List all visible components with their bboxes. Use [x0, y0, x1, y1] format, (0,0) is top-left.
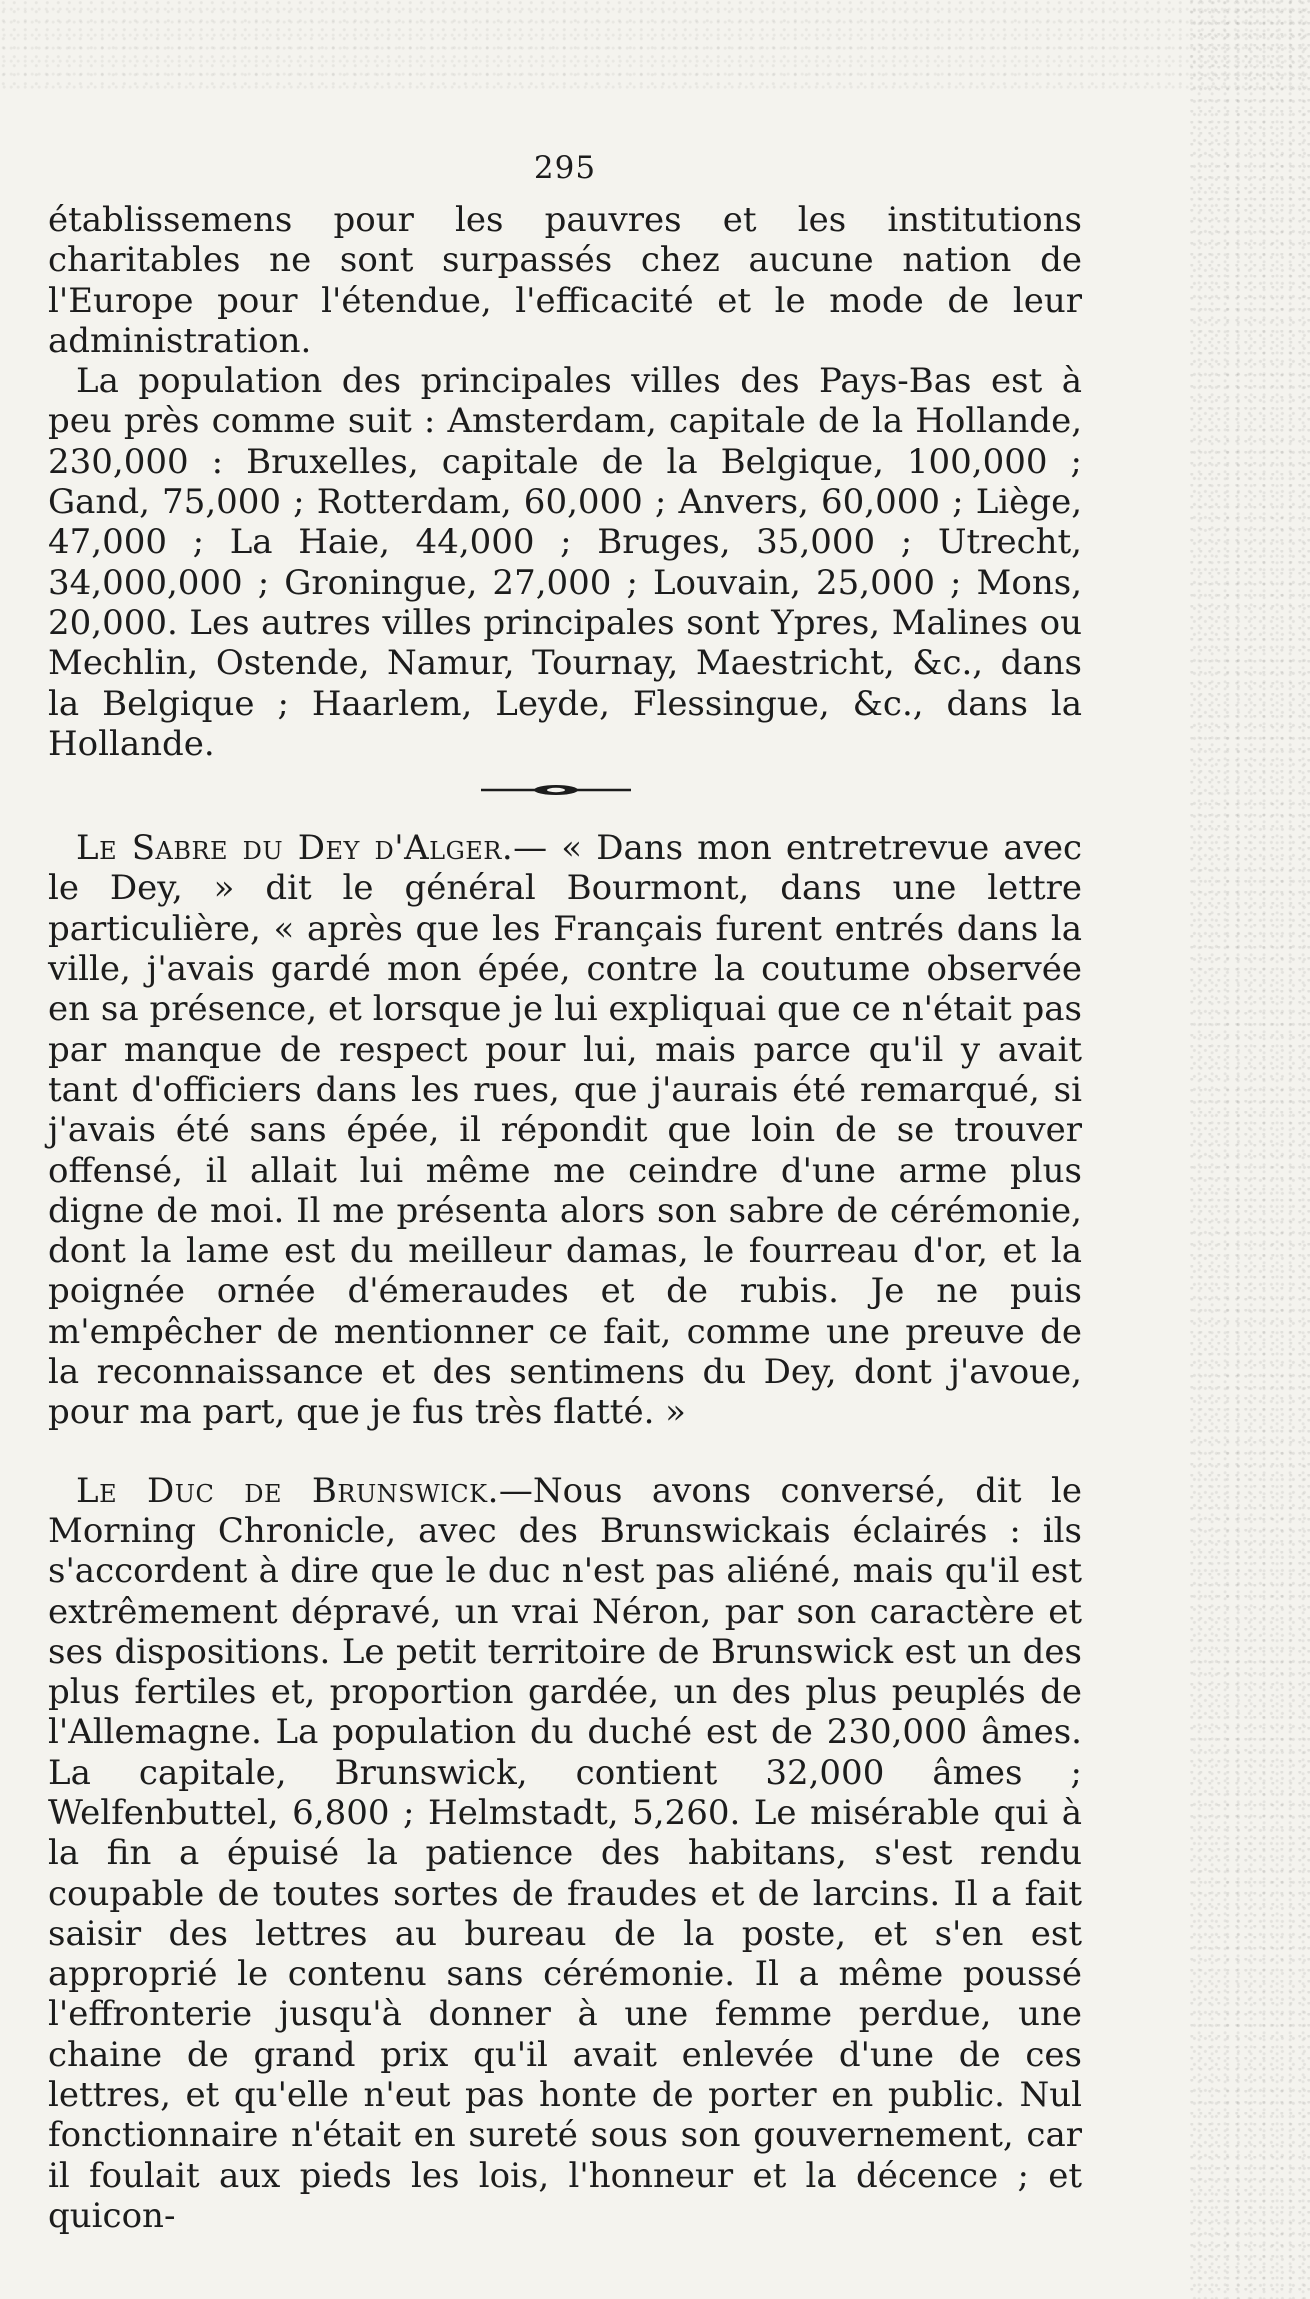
section-sabre-paragraph: [48, 828, 1082, 1432]
scan-noise-top: [0, 0, 1310, 90]
book-page: [48, 150, 1082, 2236]
section-sabre-dey: [48, 828, 1082, 1432]
section-sabre-text: — « Dans mon entretrevue avec le Dey, » dit le général Bourmont, dans une lettre particulière, « après que les Français furent entrés dans la ville, j'avais gardé mon épée, contre la coutume observée en sa présence, et lorsque je lui expliquai que ce n'était pas par manque de respect pour lui, mais parce qu'il y avait tant d'officiers dans les rues, que j'aurais été remarqué, si j'avais été sans épée, il répondit que loin de se trouver offensé, il allait lui même me ceindre d'une arme plus digne de moi. Il me présenta alors son sabre de cérémonie, dont la lame est du meilleur damas, le fourreau d'or, et la poignée ornée d'émeraudes et de rubis. Je ne puis m'empêcher de mentionner ce fait, comme une preuve de la reconnaissance et des sentimens du Dey, dont j'avoue, pour ma part, que je fus très flatté. »: [48, 828, 1082, 1433]
section-brunswick-paragraph: [48, 1471, 1082, 2237]
paragraph-population: La population des principales villes des Pays-Bas est à peu près comme suit : Amsterdam, capitale de la Hollande, 230,000 : Bruxelles, capitale de la Belgique, 100,000 ; Gand, 75,000 ; Rotterdam, 60,000 ; Anvers, 60,000 ; Liège, 47,000 ; La Haie, 44,000 ; Bruges, 35,000 ; Utrecht, 34,000,000 ; Groningue, 27,000 ; Louvain, 25,000 ; Mons, 20,000. Les autres villes principales sont Ypres, Malines ou Mechlin, Ostende, Namur, Tournay, Maestricht, &c., dans la Belgique ; Haarlem, Leyde, Flessingue, &c., dans la Hollande.: [48, 361, 1082, 764]
paragraph-charities: établissemens pour les pauvres et les institutions charitables ne sont surpassés chez aucune nation de l'Europe pour l'étendue, l'efficacité et le mode de leur administration.: [48, 200, 1082, 361]
scan-noise-edge: [1190, 0, 1310, 2299]
section-brunswick-heading: Le Duc de Brunswick.: [76, 1470, 499, 1511]
page-number: 295: [533, 150, 597, 186]
section-brunswick-text: —Nous avons conversé, dit le Morning Chronicle, avec des Brunswickais éclairés : ils s'accordent à dire que le duc n'est pas aliéné, mais qu'il est extrêmement dépravé, un vrai Néron, par son caractère et ses dispositions. Le petit territoire de Brunswick est un des plus fertiles et, proportion gardée, un des plus peuplés de l'Allemagne. La population du duché est de 230,000 âmes. La capitale, Brunswick, contient 32,000 âmes ; Welfenbuttel, 6,800 ; Helmstadt, 5,260. Le misérable qui à la fin a épuisé la patience des habitans, s'est rendu coupable de toutes sortes de fraudes et de larcins. Il a fait saisir des lettres au bureau de la poste, et s'en est approprié le contenu sans cérémonie. Il a même poussé l'effronterie jusqu'à donner à une femme perdue, une chaine de grand prix qu'il avait enlevée d'une de ces lettres, et qu'elle n'eut pas honte de porter en public. Nul fonctionnaire n'était en sureté sous son gouvernement, car il foulait aux pieds les lois, l'honneur et la décence ; et quicon-: [48, 1470, 1082, 2236]
ornamental-divider: [48, 774, 1082, 816]
divider-ornament-icon: [481, 780, 631, 800]
section-sabre-heading: Le Sabre du Dey d'Alger.: [76, 828, 514, 869]
section-duc-brunswick: [48, 1471, 1082, 2237]
